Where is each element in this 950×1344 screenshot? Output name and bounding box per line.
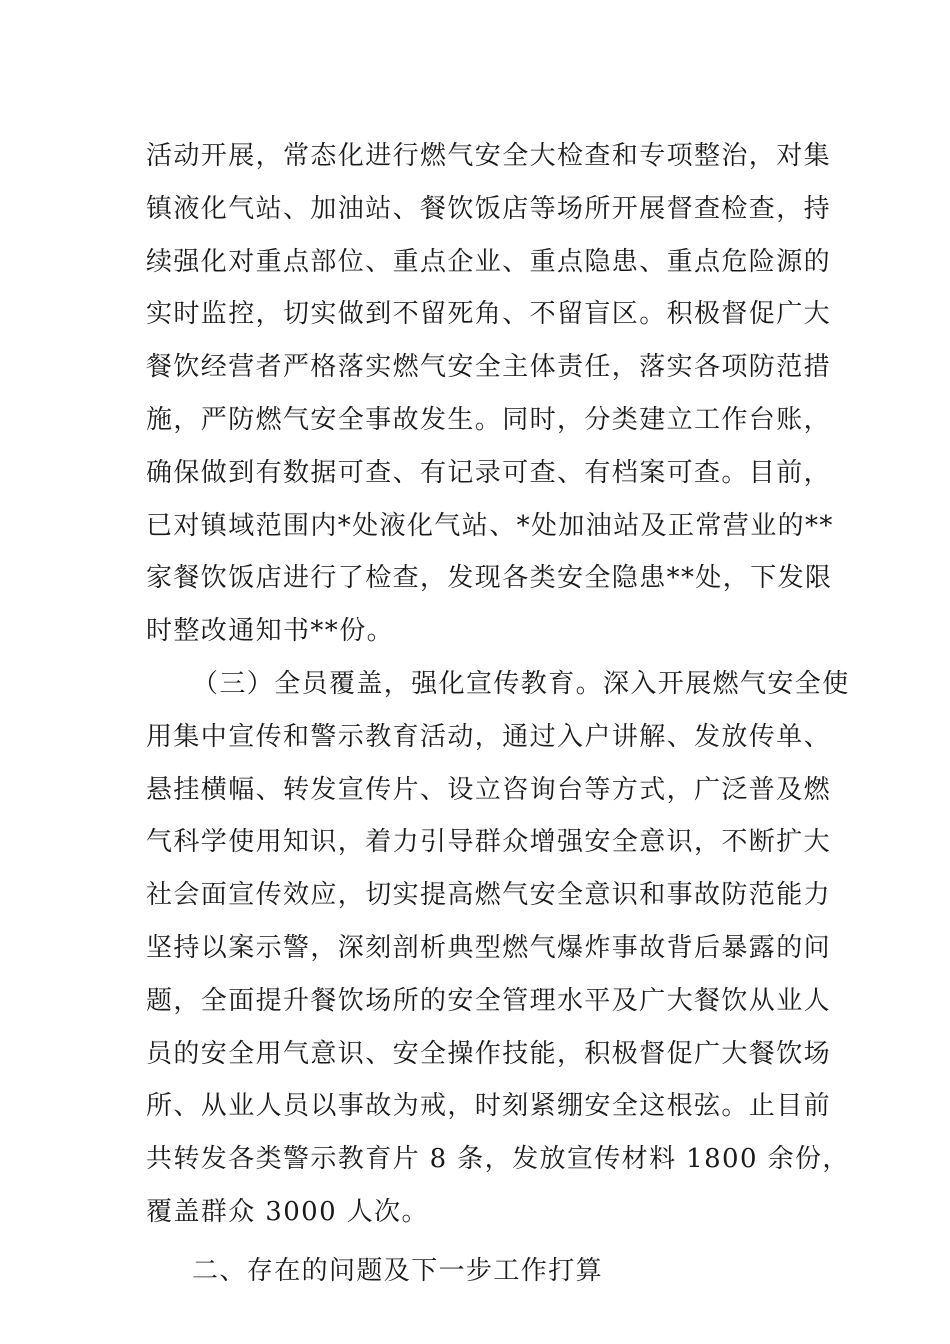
- text-line: 员的安全用气意识、安全操作技能，积极督促广大餐饮场: [146, 1038, 832, 1069]
- text-line: 镇液化气站、加油站、餐饮饭店等场所开展督查检查，持: [146, 193, 832, 224]
- text-line: 活动开展，常态化进行燃气安全大检查和专项整治，对集: [146, 141, 832, 171]
- section-heading: [146, 1245, 816, 1298]
- text-line: 已对镇域范围内*处液化气站、*处加油站及正常营业的**: [146, 510, 834, 541]
- text-line: 共转发各类警示教育片 8 条，发放宣传材料 1800 余份，: [146, 1144, 850, 1175]
- text-line: 所、从业人员以事故为戒，时刻紧绷安全这根弦。止目前: [146, 1091, 832, 1122]
- text-line: 坚持以案示警，深刻剖析典型燃气爆炸事故背后暴露的问: [146, 932, 832, 963]
- paragraph-continuation: [146, 130, 834, 658]
- text-line: 时整改通知书**份。: [146, 616, 395, 647]
- text-line: 气科学使用知识，着力引导群众增强安全意识，不断扩大: [146, 827, 832, 858]
- text-line: 续强化对重点部位、重点企业、重点隐患、重点危险源的: [146, 246, 832, 277]
- paragraph-three: [146, 658, 850, 1239]
- text-line: 施，严防燃气安全事故发生。同时，分类建立工作台账，: [146, 404, 832, 435]
- text-line: 覆盖群众 3000 人次。: [146, 1196, 429, 1227]
- text-line: 用集中宣传和警示教育活动，通过入户讲解、发放传单、: [146, 721, 832, 752]
- text-line: 题，全面提升餐饮场所的安全管理水平及广大餐饮从业人: [146, 985, 832, 1016]
- text-line: （三）全员覆盖，强化宣传教育。深入开展燃气安全使: [192, 668, 850, 699]
- text-line: 家餐饮饭店进行了检查，发现各类安全隐患**处，下发限: [146, 563, 833, 594]
- text-line: 社会面宣传效应，切实提高燃气安全意识和事故防范能力: [146, 880, 832, 911]
- section-heading-text: 二、存在的问题及下一步工作打算: [192, 1255, 604, 1286]
- body-text: [146, 130, 850, 1298]
- text-line: 悬挂横幅、转发宣传片、设立咨询台等方式，广泛普及燃: [146, 774, 832, 805]
- text-line: 餐饮经营者严格落实燃气安全主体责任，落实各项防范措: [146, 352, 832, 383]
- text-line: 实时监控，切实做到不留死角、不留盲区。积极督促广大: [146, 299, 832, 330]
- text-line: 确保做到有数据可查、有记录可查、有档案可查。目前，: [146, 457, 832, 488]
